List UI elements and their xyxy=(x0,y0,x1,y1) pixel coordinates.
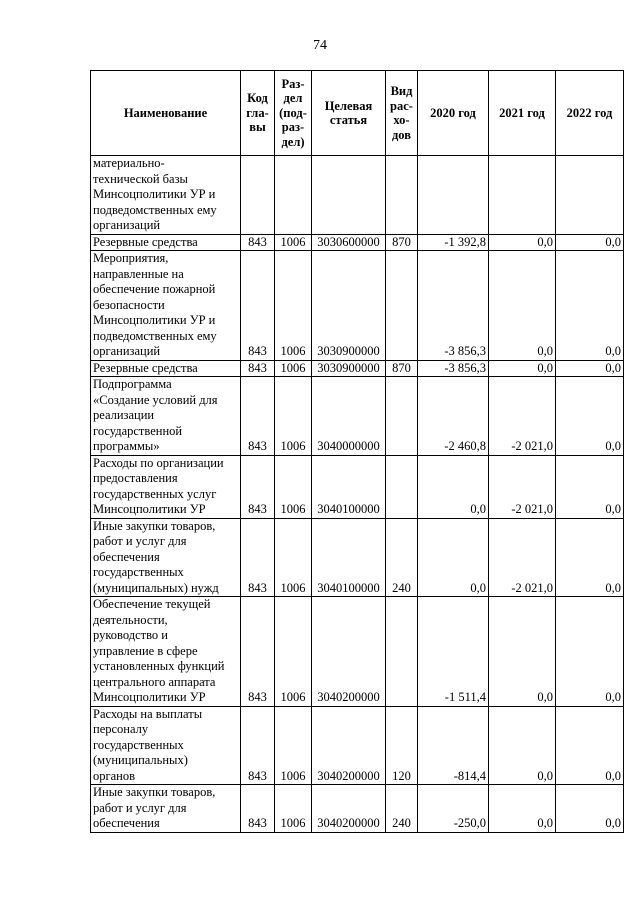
cell-name: Иные закупки товаров, работ и услуг для обеспечения xyxy=(91,785,241,833)
cell-2022: 0,0 xyxy=(556,455,624,518)
table-row xyxy=(91,455,624,518)
cell-2020: -1 511,4 xyxy=(418,597,489,707)
table-header-row xyxy=(91,71,624,156)
cell-section: 1006 xyxy=(275,785,312,833)
cell-2022: 0,0 xyxy=(556,785,624,833)
cell-target: 3040200000 xyxy=(312,706,386,785)
table-row xyxy=(91,251,624,361)
cell-target: 3030600000 xyxy=(312,234,386,251)
cell-2021: -2 021,0 xyxy=(489,518,556,597)
cell-name: Расходы на выплаты персоналу государственных (муниципальных) органов xyxy=(91,706,241,785)
page-number: 74 xyxy=(313,38,327,53)
cell-2020: -1 392,8 xyxy=(418,234,489,251)
column-header-2020: 2020 год xyxy=(418,71,489,156)
cell-section: 1006 xyxy=(275,251,312,361)
cell-2020: -250,0 xyxy=(418,785,489,833)
cell-2022: 0,0 xyxy=(556,234,624,251)
cell-section: 1006 xyxy=(275,518,312,597)
table-row xyxy=(91,518,624,597)
cell-expense: 870 xyxy=(386,360,418,377)
cell-name: Расходы по организации предоставления государственных услуг Минсоцполитики УР xyxy=(91,455,241,518)
cell-expense xyxy=(386,156,418,235)
cell-target: 3040100000 xyxy=(312,518,386,597)
cell-2022: 0,0 xyxy=(556,518,624,597)
cell-expense xyxy=(386,597,418,707)
table-row xyxy=(91,785,624,833)
column-header-chapter: Код гла- вы xyxy=(241,71,275,156)
cell-2022 xyxy=(556,156,624,235)
cell-target: 3030900000 xyxy=(312,251,386,361)
cell-2022: 0,0 xyxy=(556,597,624,707)
cell-2021: 0,0 xyxy=(489,234,556,251)
cell-2021: 0,0 xyxy=(489,251,556,361)
cell-target: 3040100000 xyxy=(312,455,386,518)
cell-expense xyxy=(386,377,418,456)
cell-target: 3040200000 xyxy=(312,597,386,707)
cell-2020: 0,0 xyxy=(418,518,489,597)
cell-expense: 240 xyxy=(386,785,418,833)
cell-name: Подпрограмма «Создание условий для реализации государственной программы» xyxy=(91,377,241,456)
cell-expense: 120 xyxy=(386,706,418,785)
cell-name: Резервные средства xyxy=(91,234,241,251)
cell-2022: 0,0 xyxy=(556,360,624,377)
table-row xyxy=(91,706,624,785)
cell-expense: 240 xyxy=(386,518,418,597)
table-row xyxy=(91,597,624,707)
cell-2021: 0,0 xyxy=(489,706,556,785)
cell-chapter: 843 xyxy=(241,360,275,377)
cell-chapter: 843 xyxy=(241,377,275,456)
cell-2022: 0,0 xyxy=(556,377,624,456)
column-header-expense: Вид рас- хо- дов xyxy=(386,71,418,156)
cell-2022: 0,0 xyxy=(556,706,624,785)
cell-2020: -3 856,3 xyxy=(418,251,489,361)
cell-target: 3040000000 xyxy=(312,377,386,456)
cell-section: 1006 xyxy=(275,360,312,377)
cell-expense: 870 xyxy=(386,234,418,251)
cell-2021: 0,0 xyxy=(489,597,556,707)
table-row xyxy=(91,234,624,251)
cell-chapter xyxy=(241,156,275,235)
table-body xyxy=(91,156,624,833)
column-header-2022: 2022 год xyxy=(556,71,624,156)
cell-section: 1006 xyxy=(275,234,312,251)
cell-2020: -3 856,3 xyxy=(418,360,489,377)
cell-section: 1006 xyxy=(275,706,312,785)
column-header-name: Наименование xyxy=(91,71,241,156)
cell-chapter: 843 xyxy=(241,785,275,833)
cell-2020: -814,4 xyxy=(418,706,489,785)
cell-target: 3040200000 xyxy=(312,785,386,833)
cell-chapter: 843 xyxy=(241,706,275,785)
cell-2022: 0,0 xyxy=(556,251,624,361)
cell-target: 3030900000 xyxy=(312,360,386,377)
cell-2020: -2 460,8 xyxy=(418,377,489,456)
cell-2021: 0,0 xyxy=(489,360,556,377)
table-row xyxy=(91,156,624,235)
cell-chapter: 843 xyxy=(241,251,275,361)
cell-name: Обеспечение текущей деятельности, руководство и управление в сфере установленных функций центрального аппарата Минсоцполитики УР xyxy=(91,597,241,707)
cell-2021: -2 021,0 xyxy=(489,455,556,518)
column-header-target: Целевая статья xyxy=(312,71,386,156)
cell-name: материально- технической базы Минсоцполитики УР и подведомственных ему организаций xyxy=(91,156,241,235)
cell-name: Иные закупки товаров, работ и услуг для обеспечения государственных (муниципальных) нужд xyxy=(91,518,241,597)
cell-2021 xyxy=(489,156,556,235)
cell-section: 1006 xyxy=(275,597,312,707)
cell-target xyxy=(312,156,386,235)
cell-expense xyxy=(386,455,418,518)
column-header-2021: 2021 год xyxy=(489,71,556,156)
cell-2020 xyxy=(418,156,489,235)
column-header-section: Раз- дел (под- раз- дел) xyxy=(275,71,312,156)
cell-section: 1006 xyxy=(275,455,312,518)
cell-name: Резервные средства xyxy=(91,360,241,377)
cell-name: Мероприятия, направленные на обеспечение пожарной безопасности Минсоцполитики УР и подведомственных ему организаций xyxy=(91,251,241,361)
cell-chapter: 843 xyxy=(241,518,275,597)
table-row xyxy=(91,377,624,456)
table-row xyxy=(91,360,624,377)
cell-section: 1006 xyxy=(275,377,312,456)
cell-expense xyxy=(386,251,418,361)
cell-chapter: 843 xyxy=(241,597,275,707)
cell-2020: 0,0 xyxy=(418,455,489,518)
cell-2021: -2 021,0 xyxy=(489,377,556,456)
budget-table xyxy=(90,70,624,833)
cell-chapter: 843 xyxy=(241,455,275,518)
cell-section xyxy=(275,156,312,235)
cell-2021: 0,0 xyxy=(489,785,556,833)
cell-chapter: 843 xyxy=(241,234,275,251)
